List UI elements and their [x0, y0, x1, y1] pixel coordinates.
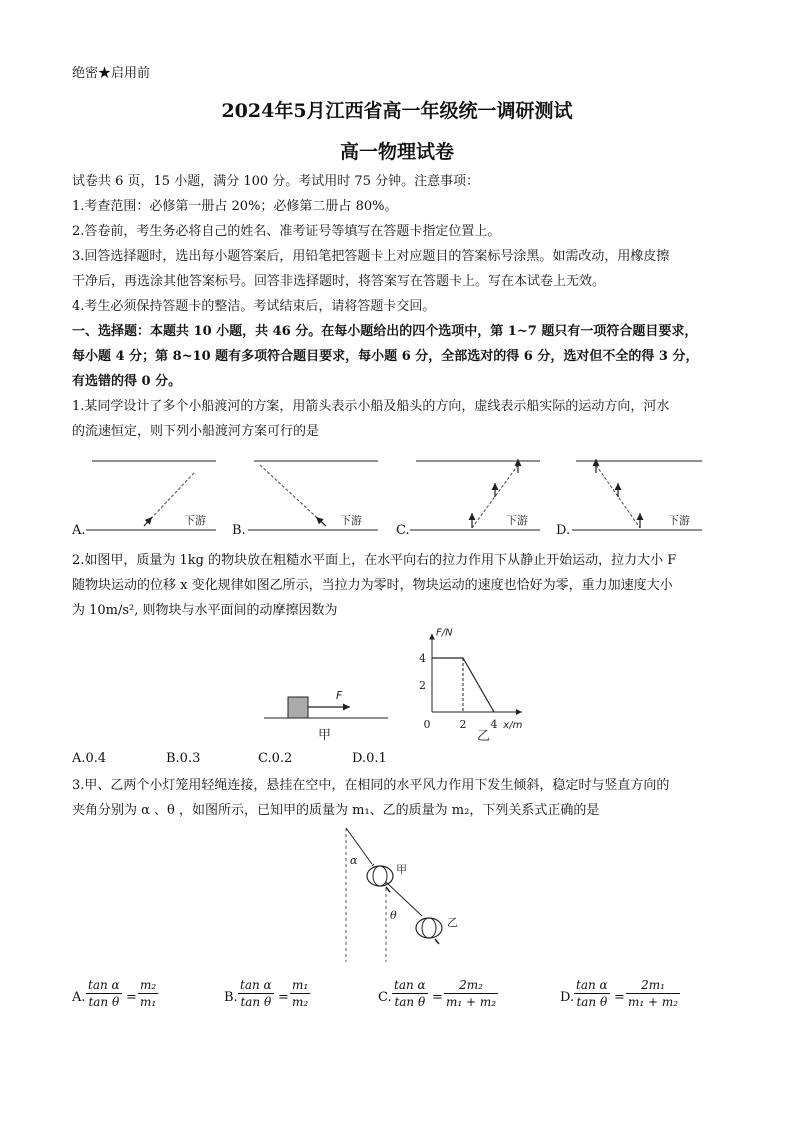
alpha-label: α — [350, 854, 358, 867]
lhs-fraction — [86, 978, 122, 1009]
q1-figure-a — [86, 455, 222, 537]
lantern-yi-label: 乙 — [447, 916, 458, 929]
option-letter: B. — [224, 990, 238, 1005]
lhs-numerator: tan α — [88, 978, 120, 992]
q1-option-b: B. — [232, 523, 246, 538]
note-4: 4.考生必须保持答题卡的整洁。考试结束后，请将答题卡交回。 — [72, 299, 436, 314]
q2-option-c: C.0.2 — [258, 751, 293, 766]
rhs-numerator: 2m₁ — [626, 978, 680, 994]
note-2: 2.答卷前，考生务必将自己的姓名、准考证号等填写在答题卡指定位置上。 — [72, 224, 501, 239]
rhs-denominator: m₁ + m₂ — [446, 995, 497, 1009]
section1-line2: 每小题 4 分；第 8~10 题有多项符合题目要求，每小题 6 分，全部选对的得 6 分，选对但不全的得 3 分， — [72, 349, 699, 364]
theta-label: θ — [390, 909, 397, 922]
q1-option-d: D. — [556, 523, 571, 538]
q1-option-c: C. — [396, 523, 410, 538]
origin-label: 0 — [423, 718, 431, 731]
lhs-fraction — [392, 978, 428, 1009]
lantern-yi — [416, 918, 442, 944]
lhs-numerator: tan α — [240, 978, 272, 992]
equals-sign: = — [126, 990, 137, 1005]
rhs-denominator: m₂ — [292, 995, 309, 1009]
exam-subtitle: 高一物理试卷 — [339, 141, 454, 163]
equals-sign: = — [432, 990, 443, 1005]
q2-line2: 随物块运动的位移 x 变化规律如图乙所示，当拉力为零时，物块运动的速度也恰好为零，重力加速度大小 — [72, 578, 673, 593]
q1-figure-d — [572, 455, 708, 537]
note-3a: 3.回答选择题时，选出每小题答案后，用铅笔把答题卡上对应题目的答案标号涂黑。如需改动，用橡皮擦 — [72, 249, 670, 264]
q1-line1: 1.某同学设计了多个小船渡河的方案，用箭头表示小船及船头的方向，虚线表示船实际的运动方向，河水 — [72, 399, 670, 414]
note-1: 1.考查范围：必修第一册占 20%；必修第二册占 80%。 — [72, 199, 398, 214]
lhs-denominator: tan θ — [394, 995, 426, 1009]
downstream-label: 下游 — [340, 514, 362, 527]
option-letter: D. — [560, 990, 575, 1005]
q2-chart — [412, 620, 542, 742]
rhs-denominator: m₁ + m₂ — [628, 995, 679, 1009]
q2-figure-block — [262, 682, 392, 742]
option-letter: A. — [72, 990, 86, 1005]
q2-option-d: D.0.1 — [352, 751, 387, 766]
downstream-label: 下游 — [668, 514, 690, 527]
downstream-label: 下游 — [506, 514, 528, 527]
q2-line3: 为 10m/s², 则物块与水平面间的动摩擦因数为 — [72, 603, 338, 618]
downstream-label: 下游 — [184, 514, 206, 527]
rhs-numerator: 2m₂ — [444, 978, 498, 994]
section1-line3: 有选错的得 0 分。 — [72, 374, 182, 389]
section1-line1: 一、选择题：本题共 10 小题，共 46 分。在每小题给出的四个选项中，第 1~7 题只有一项符合题目要求， — [72, 324, 698, 339]
y-tick-label: 2 — [419, 679, 426, 692]
block — [288, 697, 308, 718]
secrecy-label: 绝密★启用前 — [72, 66, 151, 81]
path-line — [260, 465, 326, 526]
rhs-numerator: m₁ — [292, 978, 309, 992]
x-tick-label: 2 — [459, 718, 467, 731]
y-axis-label: F/N — [436, 627, 453, 639]
note-3b: 干净后，再选涂其他答案标号。回答非选择题时，将答案写在答题卡上。写在本试卷上无效。 — [72, 274, 606, 289]
q3-option-a — [72, 976, 232, 1026]
lhs-numerator: tan α — [394, 978, 426, 992]
lhs-fraction — [238, 978, 274, 1009]
rhs-denominator: m₁ — [140, 995, 157, 1009]
q2-option-b: B.0.3 — [166, 751, 201, 766]
lhs-denominator: tan θ — [88, 995, 120, 1009]
q3-line2: 夹角分别为 α 、θ ，如图所示，已知甲的质量为 m₁、乙的质量为 m₂，下列关系式正确的是 — [72, 803, 600, 818]
y-tick-label: 4 — [419, 652, 426, 665]
rhs-fraction — [626, 978, 680, 1009]
q3-option-b — [224, 976, 384, 1026]
q3-line1: 3.甲、乙两个小灯笼用轻绳连接，悬挂在空中，在相同的水平风力作用下发生倾斜，稳定时与竖直方向的 — [72, 778, 670, 793]
equals-sign: = — [278, 990, 289, 1005]
q1-figure-b — [248, 455, 384, 537]
q1-line2: 的流速恒定，则下列小船渡河方案可行的是 — [72, 424, 320, 439]
q1-option-a: A. — [72, 523, 86, 538]
lantern-jia — [367, 864, 393, 892]
q2-option-a: A.0.4 — [72, 751, 107, 766]
x-tick-label: 4 — [490, 718, 498, 731]
q1-figure-c — [410, 455, 546, 537]
lhs-denominator: tan θ — [576, 995, 608, 1009]
rhs-fraction — [138, 978, 158, 1009]
q3-option-d — [560, 976, 740, 1026]
lhs-numerator: tan α — [576, 978, 608, 992]
rhs-fraction — [444, 978, 498, 1009]
q2-line1: 2.如图甲，质量为 1kg 的物块放在粗糙水平面上，在水平向右的拉力作用下从静止开始运动，拉力大小 F — [72, 553, 677, 568]
rhs-fraction — [290, 978, 310, 1009]
figure-label-jia: 甲 — [318, 728, 332, 742]
equals-sign: = — [614, 990, 625, 1005]
figure-label-yi: 乙 — [476, 729, 490, 742]
boat-arrow — [316, 517, 326, 526]
rhs-numerator: m₂ — [140, 978, 157, 992]
option-letter: C. — [378, 990, 392, 1005]
q3-option-c — [378, 976, 558, 1026]
force-label: F — [336, 689, 343, 702]
intro-line: 试卷共 6 页，15 小题，满分 100 分。考试用时 75 分钟。注意事项： — [72, 174, 480, 189]
boat-arrow — [144, 517, 152, 526]
lhs-denominator: tan θ — [240, 995, 272, 1009]
lantern-jia-label: 甲 — [396, 863, 407, 876]
q3-figure-lanterns — [330, 826, 490, 966]
x-axis-label: x/m — [503, 720, 523, 731]
lhs-fraction — [574, 978, 610, 1009]
exam-title: 2024年5月江西省高一年级统一调研测试 — [221, 100, 573, 122]
